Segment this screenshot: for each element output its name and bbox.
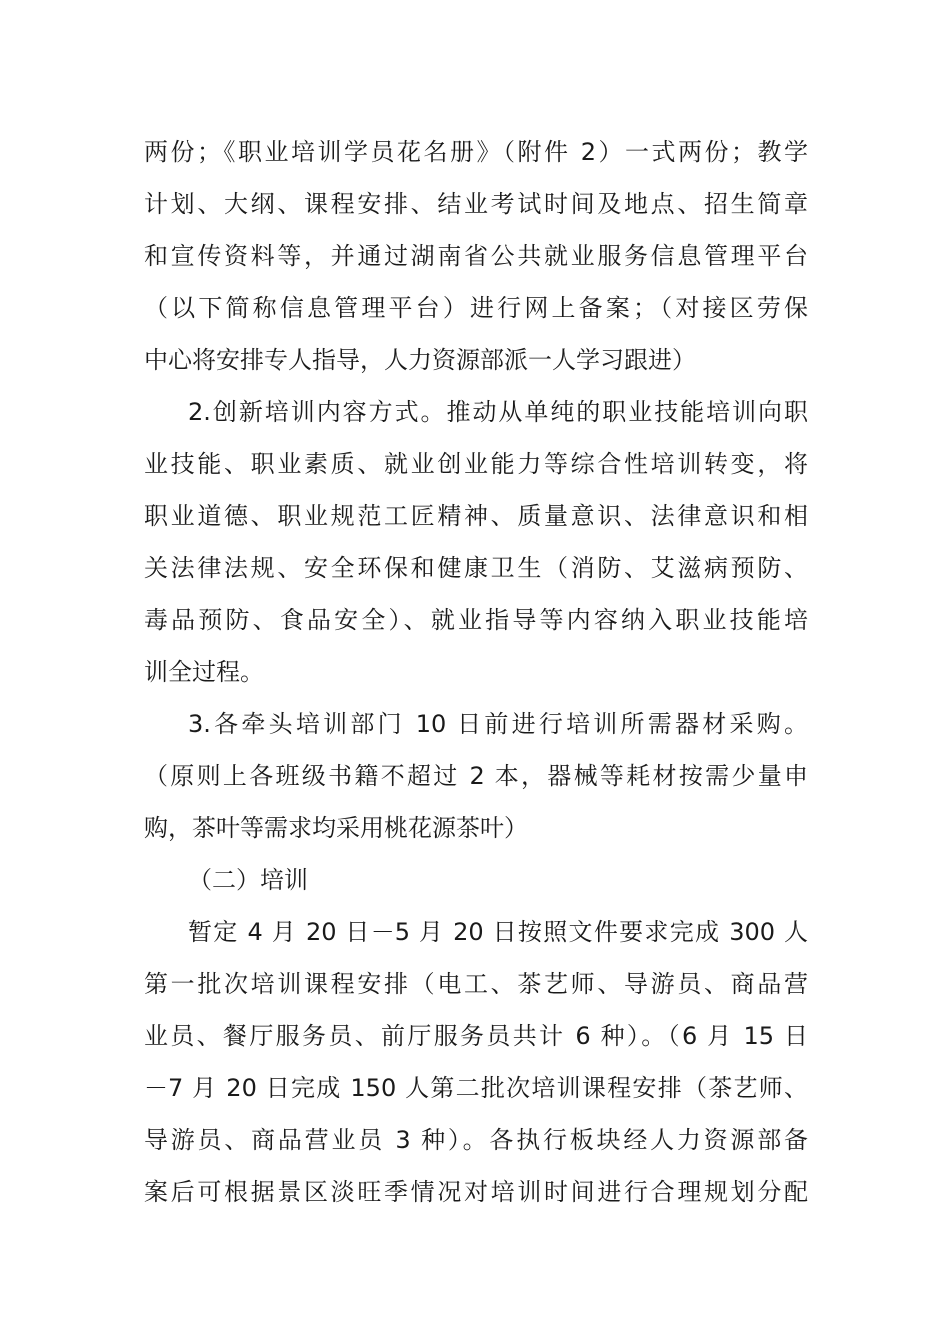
text-line: 中心将安排专人指导，人力资源部派一人学习跟进） (144, 346, 696, 374)
text-line: 第一批次培训课程安排（电工、茶艺师、导游员、商品营 (144, 970, 808, 998)
text-line: 暂定 4 月 20 日－5 月 20 日按照文件要求完成 300 人 (188, 918, 808, 946)
text-line: －7 月 20 日完成 150 人第二批次培训课程安排（茶艺师、 (144, 1074, 808, 1102)
paragraph-application-materials (144, 126, 808, 386)
text-line: 案后可根据景区淡旺季情况对培训时间进行合理规划分配 (144, 1178, 808, 1206)
text-line: 职业道德、职业规范工匠精神、质量意识、法律意识和相 (144, 502, 808, 530)
text-line: 两份；《职业培训学员花名册》（附件 2）一式两份；教学 (144, 138, 808, 166)
text-line: 业技能、职业素质、就业创业能力等综合性培训转变，将 (144, 450, 808, 478)
text-line: （原则上各班级书籍不超过 2 本，器械等耗材按需少量申 (144, 762, 808, 790)
section-heading: （二）培训 (188, 866, 308, 894)
text-line: 3.各牵头培训部门 10 日前进行培训所需器材采购。 (188, 710, 808, 738)
document-body (144, 126, 808, 1218)
paragraph-equipment-procurement (144, 698, 808, 854)
text-line: 训全过程。 (144, 658, 264, 686)
text-line: 计划、大纲、课程安排、结业考试时间及地点、招生简章 (144, 190, 808, 218)
text-line: 关法律法规、安全环保和健康卫生（消防、艾滋病预防、 (144, 554, 808, 582)
text-line: 购，茶叶等需求均采用桃花源茶叶） (144, 814, 528, 842)
text-line: 和宣传资料等，并通过湖南省公共就业服务信息管理平台 (144, 242, 808, 270)
text-line: 业员、餐厅服务员、前厅服务员共计 6 种）。（6 月 15 日 (144, 1022, 808, 1050)
text-line: 毒品预防、食品安全）、就业指导等内容纳入职业技能培 (144, 606, 808, 634)
text-line: （以下简称信息管理平台）进行网上备案；（对接区劳保 (144, 294, 808, 322)
text-line: 2.创新培训内容方式。推动从单纯的职业技能培训向职 (188, 398, 808, 426)
paragraph-training-content (144, 386, 808, 698)
section-heading-training (144, 854, 808, 906)
paragraph-training-schedule (144, 906, 808, 1218)
text-line: 导游员、商品营业员 3 种）。各执行板块经人力资源部备 (144, 1126, 808, 1154)
